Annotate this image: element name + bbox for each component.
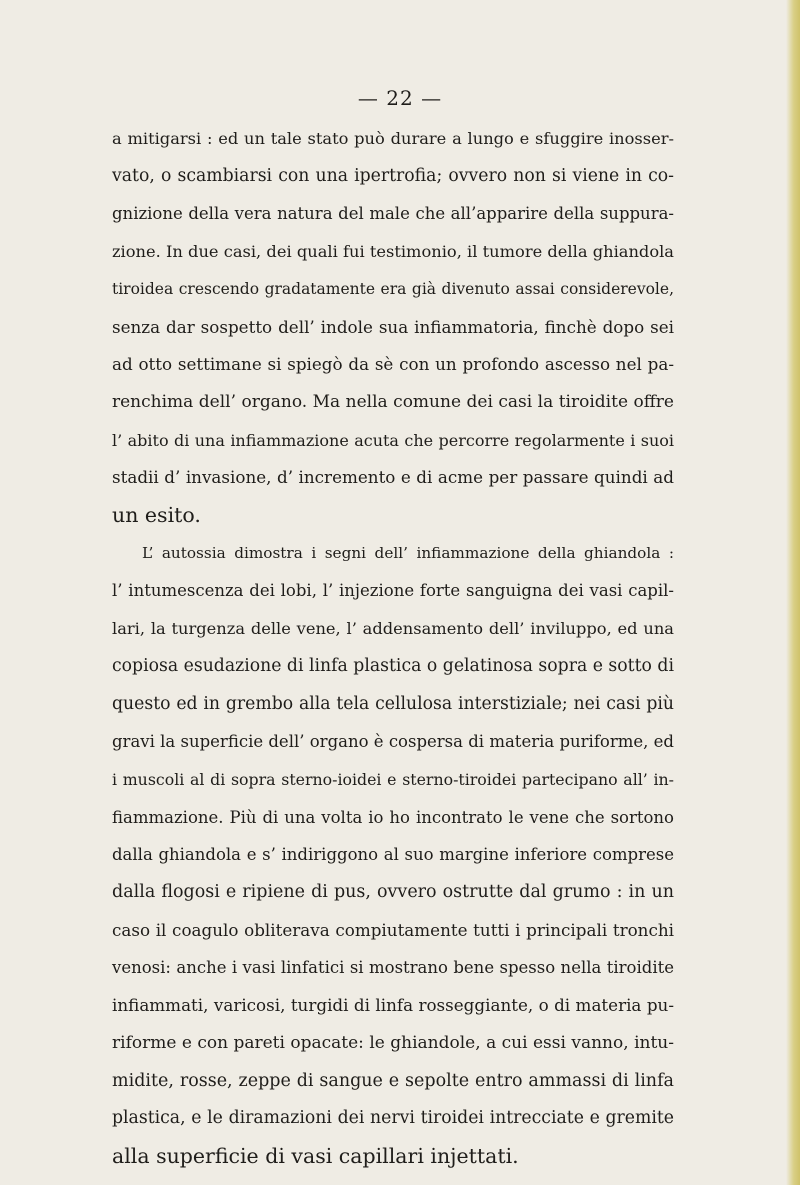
text-line: infiammati, varicosi, turgidi di linfa rosseggiante, o di materia pu- (112, 995, 674, 1016)
text-line: lari, la turgenza delle vene, l’ addensamento dell’ inviluppo, ed una (112, 619, 674, 639)
text-line: vato, o scambiarsi con una ipertrofia; ovvero non si viene in co- (112, 165, 674, 186)
text-line: midite, rosse, zeppe di sangue e sepolte entro ammassi di linfa (112, 1070, 674, 1091)
text-line: l’ abito di una infiammazione acuta che percorre regolarmente i suoi (112, 430, 674, 450)
text-line: gravi la superficie dell’ organo è cospersa di materia puriforme, ed (112, 732, 674, 752)
page-number: — 22 — (357, 86, 443, 110)
text-line: dalla ghiandola e s’ indiriggono al suo margine inferiore comprese (112, 845, 674, 865)
text-line: plastica, e le diramazioni dei nervi tiroidei intrecciate e gremite (112, 1108, 674, 1129)
text-line: dalla flogosi e ripiene di pus, ovvero ostrutte dal grumo : in un (112, 882, 674, 903)
paragraph-1 (112, 120, 674, 535)
text-line: questo ed in grembo alla tela cellulosa interstiziale; nei casi più (112, 693, 674, 714)
text-line: alla superficie di vasi capillari injettati. (112, 1143, 519, 1168)
text-line: i muscoli al di sopra sterno-ioidei e sterno-tiroidei partecipano all’ in- (112, 769, 674, 789)
text-line: caso il coagulo obliterava compiutamente tutti i principali tronchi (112, 919, 674, 940)
text-line: fiammazione. Più di una volta io ho incontrato le vene che sortono (112, 807, 674, 827)
text-line: copiosa esudazione di linfa plastica o gelatinosa sopra e sotto di (112, 655, 674, 676)
text-line: L’ autossia dimostra i segni dell’ infiammazione della ghiandola : (142, 543, 674, 562)
text-line: gnizione della vera natura del male che all’apparire della suppura- (112, 204, 674, 224)
text-line: renchima dell’ organo. Ma nella comune dei casi la tiroidite offre (112, 391, 674, 412)
text-line: ad otto settimane si spiegò da sè con un profondo ascesso nel pa- (112, 354, 674, 375)
page-body (112, 120, 674, 1176)
page-edge-shadow (786, 0, 800, 1185)
text-line: riforme e con pareti opacate: le ghiandole, a cui essi vanno, intu- (112, 1032, 674, 1053)
text-line: senza dar sospetto dell’ indole sua infiammatoria, finchè dopo sei (112, 316, 674, 337)
text-line: a mitigarsi : ed un tale stato può durare a lungo e sfuggire inosser- (112, 129, 674, 148)
text-line: stadii d’ invasione, d’ incremento e di acme per passare quindi ad (112, 467, 674, 488)
text-line: un esito. (112, 503, 201, 528)
text-line: zione. In due casi, dei quali fui testimonio, il tumore della ghiandola (112, 242, 674, 262)
text-line: venosi: anche i vasi linfatici si mostrano bene spesso nella tiroidite (112, 958, 674, 978)
paragraph-2 (112, 535, 674, 1176)
text-line: tiroidea crescendo gradatamente era già divenuto assai considerevole, (112, 279, 674, 298)
text-line: l’ intumescenza dei lobi, l’ injezione forte sanguigna dei vasi capil- (112, 581, 674, 601)
